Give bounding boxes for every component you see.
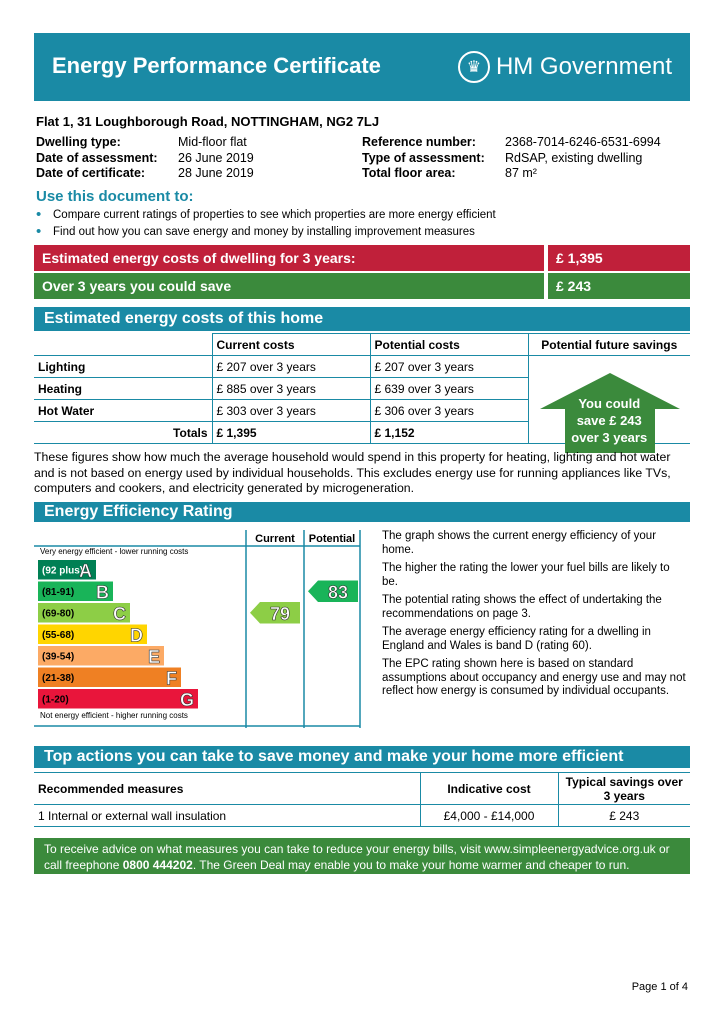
list-item: • Compare current ratings of properties to see which properties are more energy efficient [36,207,496,224]
band-range-label: (69-80) [42,608,75,620]
potential-rating-marker [308,581,358,603]
dwelling-info [36,135,661,182]
rating-band-b [38,582,113,603]
totals-label: Totals [34,422,212,444]
eer-paragraph: The higher the rating the lower your fuel bills are likely to be. [382,562,670,588]
current-column-header: Current [255,533,295,545]
floor-area-value: 87 m² [505,166,537,180]
dwelling-type-label: Dwelling type: [36,135,121,149]
column-header: Indicative cost [420,773,558,805]
column-header: Typical savings over 3 years [558,773,690,805]
band-letter: C [113,604,126,624]
typical-savings: £ 243 [558,805,690,827]
assessment-date-value: 26 June 2019 [178,150,254,165]
bottom-scale-label: Not energy efficient - higher running costs [40,711,188,720]
band-range-label: (55-68) [42,630,75,641]
rating-band-a [38,560,96,581]
table-row [34,805,690,827]
rating-band-g [38,689,198,710]
savings-line: You could [578,395,641,411]
savings-bar [34,273,690,299]
estimated-cost-label: Estimated energy costs of dwelling for 3 years: [34,245,544,271]
totals-current: £ 1,395 [212,422,370,444]
current-rating-marker-value: 79 [269,603,291,624]
eer-paragraph: The average energy efficiency rating for a dwelling in England and Wales is band D (rating 60). [382,626,651,652]
page-title: Energy Performance Certificate [52,53,381,78]
measure: 1 Internal or external wall insulation [34,805,420,827]
royal-crest-icon: ♛ [458,51,490,83]
costs-explanation: These figures show how much the average household would spend in this property for heating, lighting and hot water and is not based on energy used by individual households. This excludes energy use for running appliances like TVs, computers and cookers, and electricity generated by microgeneration. [34,450,671,495]
column-header: Current costs [212,334,370,356]
rating-chart [34,530,364,728]
band-letter: F [166,668,177,689]
band-range-label: (81-91) [42,587,75,598]
energy-costs-table [34,333,690,444]
savings-line: save £ 243 [576,412,642,428]
certificate-date-label: Date of certificate: [36,166,146,180]
savings-cell [528,356,690,444]
current-cost: £ 303 over 3 years [212,400,370,422]
current-cost: £ 885 over 3 years [212,378,370,400]
eer-paragraph: The graph shows the current energy efficiency of your home. [382,530,657,556]
page-number: Page 1 of 4 [631,981,688,993]
savings-label: Over 3 years you could save [34,273,544,299]
savings-arrow [529,367,691,445]
use-document-list [36,207,496,241]
totals-potential: £ 1,152 [370,422,528,444]
list-item: • Find out how you can save energy and money by installing improvement measures [36,224,496,241]
savings-value: £ 243 [548,273,690,299]
assessment-type-value: RdSAP, existing dwelling [505,150,643,165]
eer-section-title: Energy Efficiency Rating [34,502,690,522]
rating-band-f [38,668,181,689]
rating-band-e [38,646,164,667]
row-name: Lighting [34,356,212,378]
freephone-number: 0800 444202 [122,858,193,872]
band-letter: G [179,690,194,710]
band-letter: D [130,625,143,646]
potential-cost: £ 639 over 3 years [370,378,528,400]
current-rating-marker [250,602,300,624]
potential-rating-marker-value: 83 [327,582,349,603]
assessment-date-label: Date of assessment: [36,150,158,165]
estimated-cost-bar [34,245,690,271]
actions-table [34,772,690,827]
energy-rating-graph [34,530,364,728]
band-letter: A [79,561,92,581]
advice-text: To receive advice on what measures you can take to reduce your energy bills, visit www.simpleenergyadvice.org.uk or call freephone [44,842,670,872]
estimated-cost-value: £ 1,395 [548,245,690,271]
band-letter: E [147,647,160,667]
current-cost: £ 207 over 3 years [212,356,370,378]
top-scale-label: Very energy efficient - lower running costs [40,547,189,556]
advice-box [34,838,690,874]
rating-band-d [38,625,147,646]
hm-government-logo [458,51,672,83]
dwelling-type-value: Mid-floor flat [178,135,247,149]
eer-paragraph: The potential rating shows the effect of undertaking the recommendations on page 3. [382,594,662,620]
potential-column-header: Potential [308,533,356,545]
column-header: Recommended measures [34,773,420,805]
floor-area-label: Total floor area: [362,166,456,180]
rating-band-c [38,603,130,624]
property-address: Flat 1, 31 Loughborough Road, NOTTINGHAM, NG2 7LJ [36,114,380,129]
band-range-label: (39-54) [42,651,75,663]
gov-label: HM Government [495,53,672,80]
band-range-label: (1-20) [42,694,69,706]
row-name: Heating [34,378,212,400]
savings-line: over 3 years [571,429,648,445]
band-range-label: (21-38) [42,673,75,684]
column-header: Potential costs [370,334,528,356]
assessment-type-label: Type of assessment: [362,150,485,165]
band-letter: B [96,582,109,603]
eer-explanation [382,530,688,704]
column-header: Potential future savings [528,334,690,356]
band-range-label: (92 plus) [42,565,84,577]
actions-section-title: Top actions you can take to save money and make your home more efficient [34,746,690,768]
row-name: Hot Water [34,400,212,422]
costs-section-title: Estimated energy costs of this home [34,307,690,331]
use-document-title: Use this document to: [36,188,194,205]
certificate-date-value: 28 June 2019 [178,166,254,180]
indicative-cost: £4,000 - £14,000 [420,805,558,827]
advice-text: . The Green Deal may enable you to make your home warmer and cheaper to run. [192,858,630,872]
header-banner [34,33,690,101]
eer-paragraph: The EPC rating shown here is based on standard assumptions about occupancy and energy use and may not reflect how energy is consumed by individual occupants. [382,658,686,697]
table-row [34,356,690,378]
potential-cost: £ 306 over 3 years [370,400,528,422]
reference-value: 2368-7014-6246-6531-6994 [505,135,661,149]
reference-label: Reference number: [362,135,476,149]
potential-cost: £ 207 over 3 years [370,356,528,378]
